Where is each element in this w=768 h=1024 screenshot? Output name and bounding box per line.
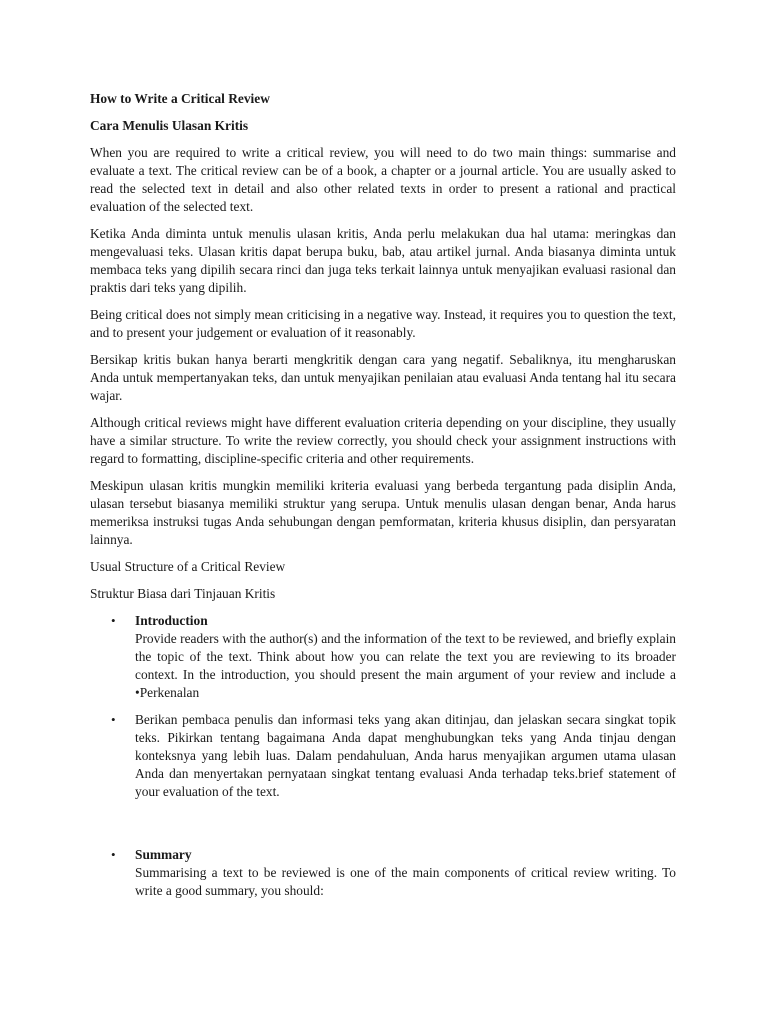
list-item-summary (90, 846, 676, 900)
structure-list (90, 612, 676, 900)
document-page (90, 90, 676, 909)
list-item-heading: Summary (135, 847, 192, 862)
list-item-body: Summarising a text to be reviewed is one of the main components of critical review writing. To write a good summary, you should: (135, 865, 676, 898)
paragraph-critical-en: Being critical does not simply mean criticising in a negative way. Instead, it requires you to question the text, and to present your judgement or evaluation of it reasonably. (90, 307, 676, 340)
bullet-icon: • (111, 613, 116, 628)
list-item-body: Provide readers with the author(s) and the information of the text to be reviewed, and briefly explain the topic of the text. Think about how you can relate the text you are reviewing to its broader context. In the introduction, you should present the main argument of your review and include a •Perkenalan (135, 631, 676, 700)
structure-heading-en: Usual Structure of a Critical Review (90, 559, 286, 574)
paragraph-structure-en: Although critical reviews might have different evaluation criteria depending on your discipline, they usually have a similar structure. To write the review correctly, you should check your assignment instructions with regard to formatting, discipline-specific criteria and other requirements. (90, 415, 676, 466)
list-item-body: Berikan pembaca penulis dan informasi teks yang akan ditinjau, dan jelaskan secara singkat topik teks. Pikirkan tentang bagaimana Anda dapat menghubungkan teks yang Anda tinjau dengan konteksnya yang lebih luas. Dalam pendahuluan, Anda harus menyajikan argumen utama ulasan Anda dan menyertakan pernyataan singkat tentang evaluasi Anda terhadap teks.brief statement of your evaluation of the text. (135, 712, 676, 799)
paragraph-critical-id: Bersikap kritis bukan hanya berarti mengkritik dengan cara yang negatif. Sebaliknya, itu mengharuskan Anda untuk mempertanyakan teks, dan untuk menyajikan penilaian atau evaluasi Anda tentang hal itu secara wajar. (90, 352, 676, 403)
list-item-introduction-id (90, 711, 676, 801)
paragraph-structure-id: Meskipun ulasan kritis mungkin memiliki kriteria evaluasi yang berbeda tergantung pada disiplin Anda, ulasan tersebut biasanya memiliki struktur yang serupa. Untuk menulis ulasan dengan benar, Anda harus memeriksa instruksi tugas Anda sehubungan dengan pemformatan, kriteria khusus disiplin, dan persyaratan lainnya. (90, 478, 676, 547)
document-title-id: Cara Menulis Ulasan Kritis (90, 118, 249, 133)
structure-heading-id: Struktur Biasa dari Tinjauan Kritis (90, 586, 276, 601)
list-item-heading: Introduction (135, 613, 208, 628)
paragraph-intro-en: When you are required to write a critical review, you will need to do two main things: summarise and evaluate a text. The critical review can be of a book, a chapter or a journal article. You are usually asked to read the selected text in detail and also other related texts in order to present a rational and practical evaluation of the selected text. (90, 145, 676, 214)
paragraph-intro-id: Ketika Anda diminta untuk menulis ulasan kritis, Anda perlu melakukan dua hal utama: meringkas dan mengevaluasi teks. Ulasan kritis dapat berupa buku, bab, atau artikel jurnal. Anda biasanya diminta untuk membaca teks yang dipilih secara rinci dan juga teks terkait lainnya untuk menyajikan evaluasi rasional dan praktis dari teks yang dipilih. (90, 226, 676, 295)
list-item-introduction (90, 612, 676, 702)
bullet-icon: • (111, 847, 116, 862)
bullet-icon: • (111, 712, 116, 727)
document-title-en: How to Write a Critical Review (90, 91, 270, 106)
